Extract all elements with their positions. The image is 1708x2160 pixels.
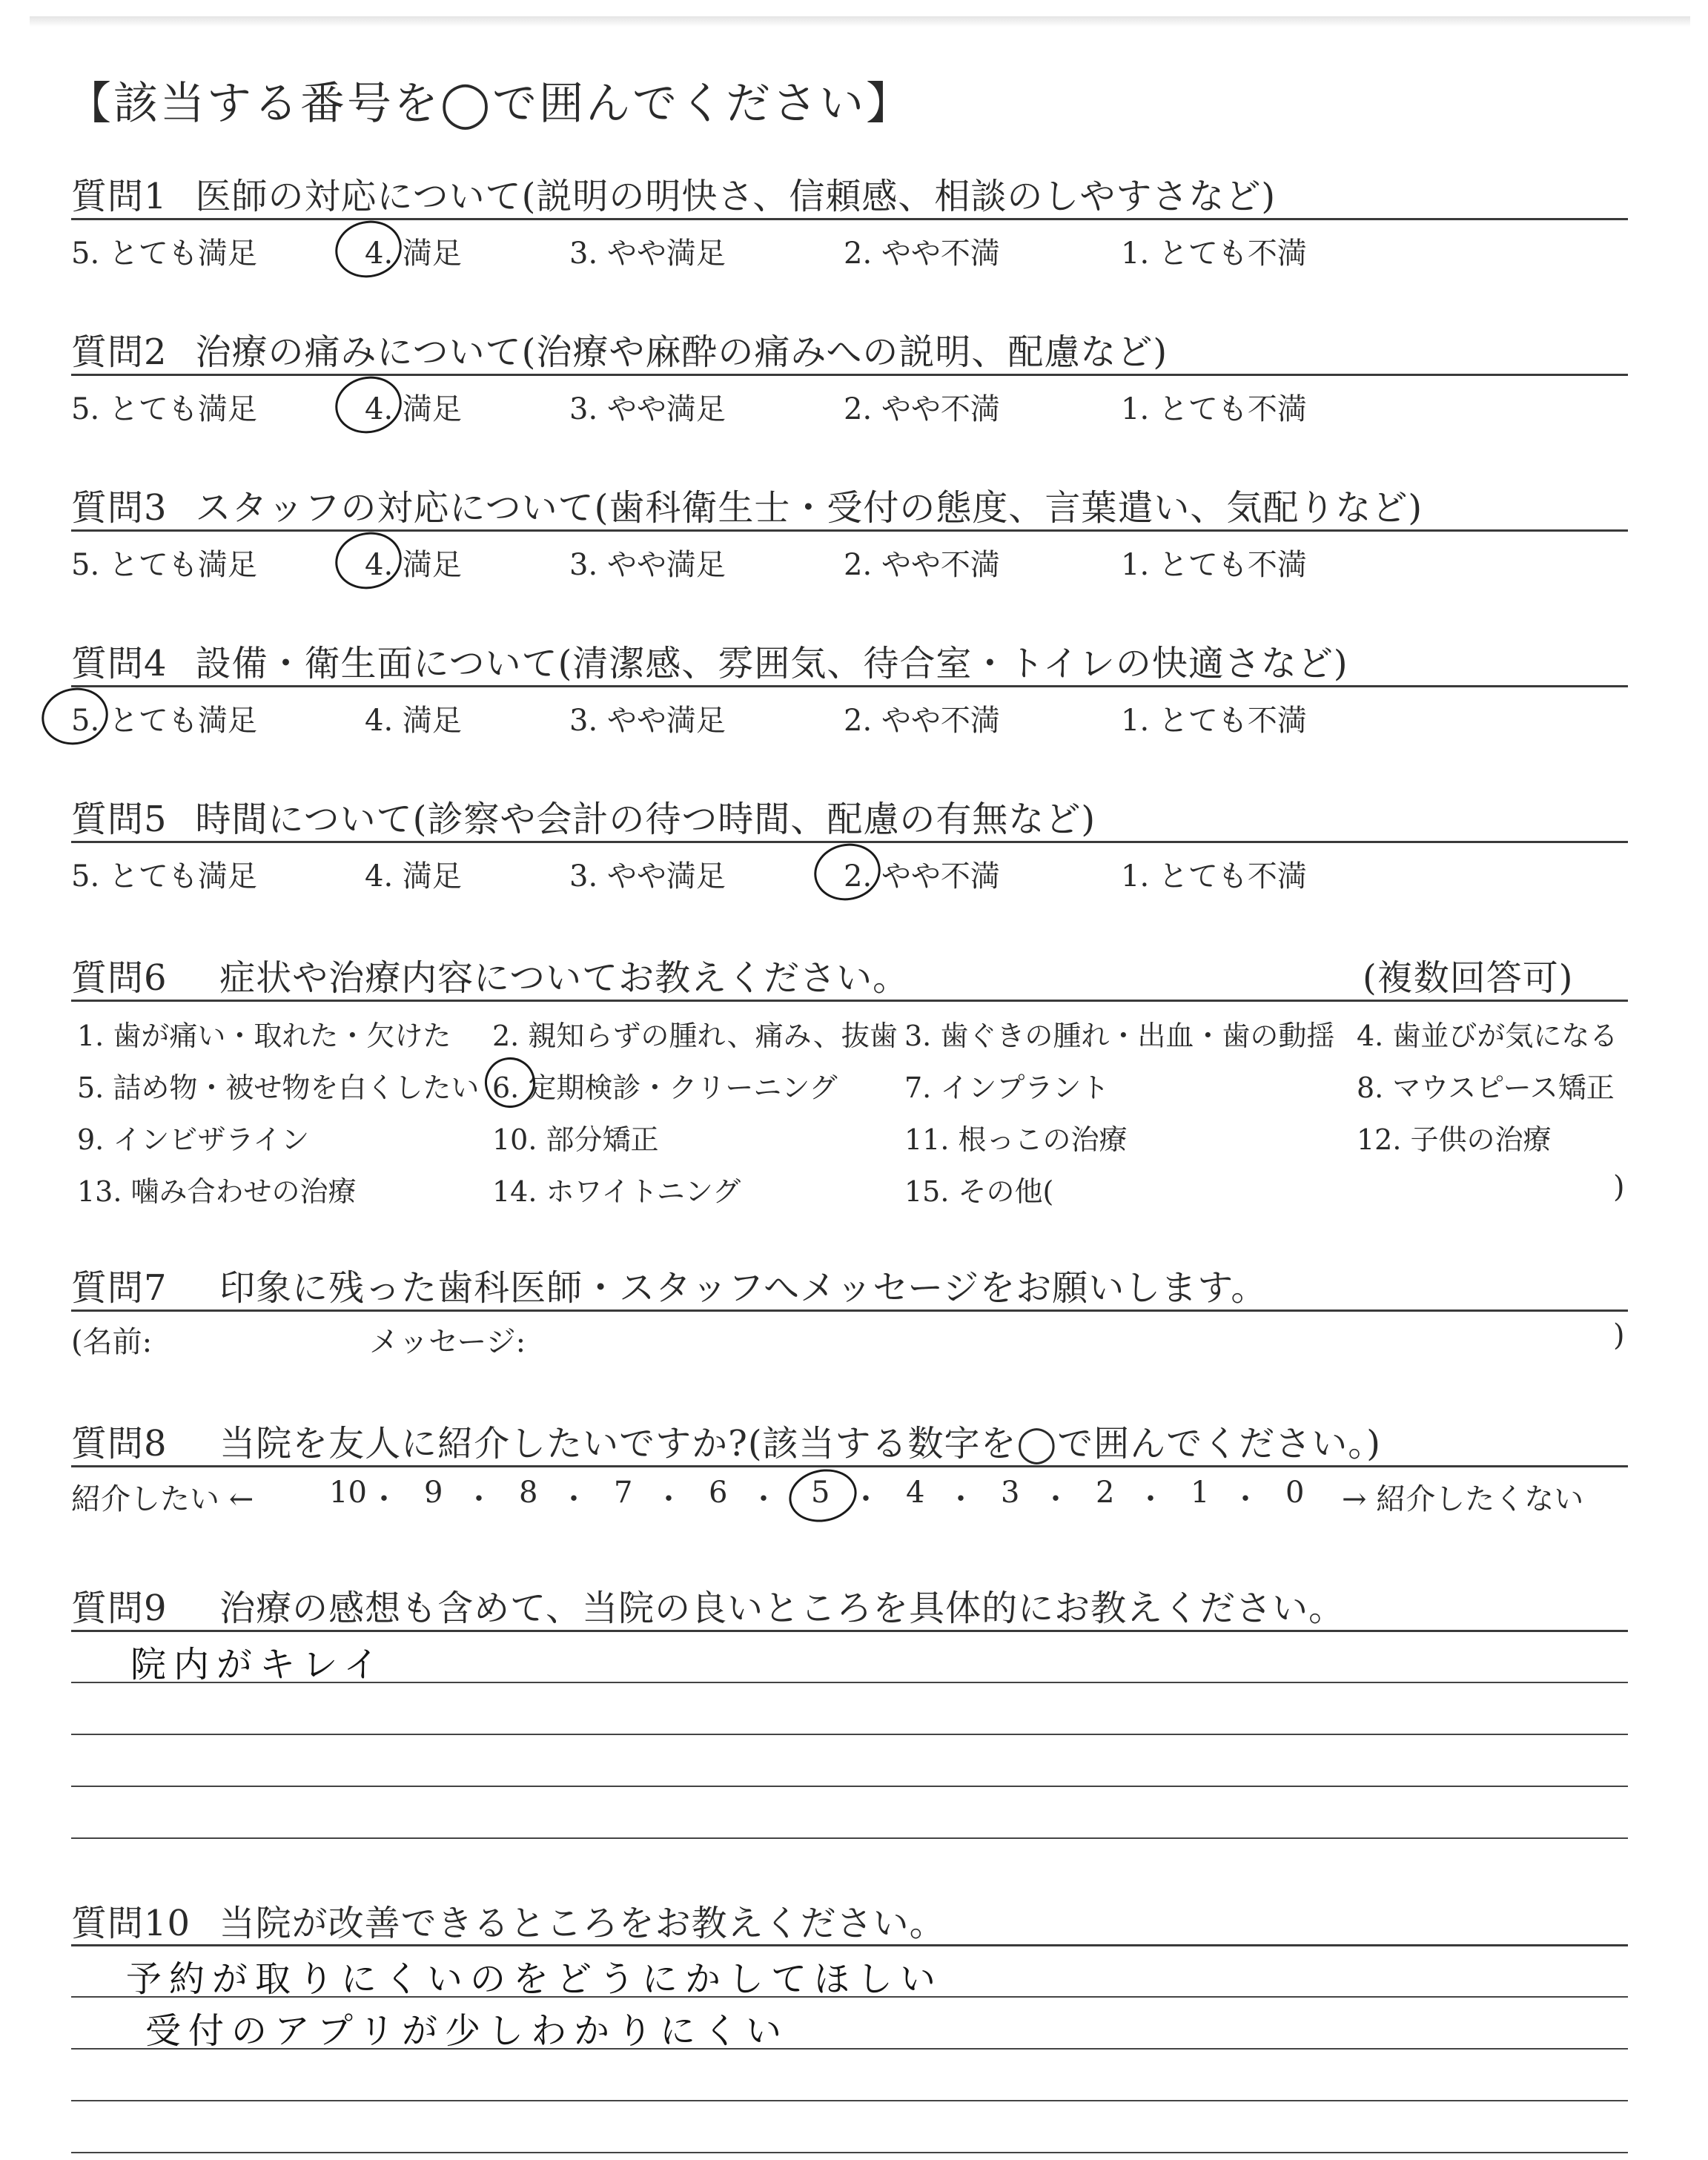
question-10-rule	[71, 1944, 1628, 1946]
rating-option-4: 4. 満足	[365, 237, 462, 271]
recommend-score-6: 6	[709, 1476, 728, 1510]
scale-separator: ・	[1136, 1482, 1165, 1516]
rating-option-3: 3. やや満足	[569, 548, 726, 582]
recommend-score-9: 9	[424, 1476, 443, 1510]
question-label: 質問8	[71, 1423, 168, 1464]
handwritten-answer-2: 受付のアプリが少しわかりにくい	[145, 2010, 790, 2052]
rating-option-2: 2. やや不満	[844, 704, 1000, 738]
rating-option-5: 5. とても満足	[71, 548, 257, 582]
page-top-edge	[30, 16, 1690, 27]
recommend-score-8: 8	[519, 1476, 538, 1510]
recommend-score-0: 0	[1285, 1476, 1305, 1510]
question-9-rule	[71, 1630, 1628, 1632]
rating-option-5: 5. とても満足	[71, 392, 257, 426]
rating-option-1: 1. とても不満	[1121, 392, 1307, 426]
recommend-score-5: 5	[811, 1476, 830, 1510]
answer-line	[71, 2152, 1628, 2153]
question-text: 医師の対応について(説明の明快さ、信頼感、相談のしやすさなど)	[195, 176, 1277, 217]
rating-option-2: 2. やや不満	[844, 548, 1000, 582]
rating-option-2: 2. やや不満	[844, 859, 1000, 894]
symptom-option-4: 4. 歯並びが気になる	[1357, 1020, 1618, 1052]
symptom-option-8: 8. マウスピース矯正	[1357, 1071, 1615, 1104]
scale-separator: ・	[654, 1482, 683, 1516]
scale-separator: ・	[946, 1482, 976, 1516]
question-text: 治療の感想も含めて、当院の良いところを具体的にお教えください。	[219, 1588, 1345, 1629]
scale-separator: ・	[559, 1482, 589, 1516]
rating-option-2: 2. やや不満	[844, 392, 1000, 426]
rating-option-1: 1. とても不満	[1121, 548, 1307, 582]
selection-circle	[809, 837, 886, 906]
recommend-score-4: 4	[906, 1476, 925, 1510]
rating-option-5: 5. とても満足	[71, 859, 257, 894]
recommend-score-2: 2	[1096, 1476, 1115, 1510]
selection-circle	[36, 681, 113, 750]
question-8-rule	[71, 1465, 1628, 1467]
other-closing-paren: )	[1613, 1170, 1625, 1204]
question-7-rule	[71, 1309, 1628, 1312]
question-text: 印象に残った歯科医師・スタッフへメッセージをお願いします。	[219, 1267, 1268, 1309]
question-label: 質問6	[71, 957, 168, 999]
question-label: 質問2	[71, 331, 168, 373]
symptom-option-5: 5. 詰め物・被せ物を白くしたい	[77, 1071, 480, 1104]
symptom-option-6: 6. 定期検診・クリーニング	[492, 1071, 838, 1104]
recommend-left-label: 紹介したい ←	[71, 1482, 254, 1516]
selection-circle	[330, 214, 407, 283]
recommend-score-7: 7	[614, 1476, 633, 1510]
rating-option-5: 5. とても満足	[71, 704, 257, 738]
rating-option-1: 1. とても不満	[1121, 704, 1307, 738]
scale-separator: ・	[369, 1482, 399, 1516]
question-5-heading	[71, 790, 1096, 842]
symptom-option-9: 9. インビザライン	[77, 1123, 310, 1156]
symptom-option-2: 2. 親知らずの腫れ、痛み、抜歯	[492, 1020, 898, 1052]
question-label: 質問9	[71, 1588, 168, 1629]
question-text: 設備・衛生面について(清潔感、雰囲気、待合室・トイレの快適さなど)	[195, 643, 1348, 684]
symptom-option-1: 1. 歯が痛い・取れた・欠けた	[77, 1020, 451, 1052]
question-1-rule	[71, 218, 1628, 220]
recommend-score-10: 10	[329, 1476, 367, 1510]
message-field-label: メッセージ:	[369, 1325, 526, 1359]
scale-separator: ・	[851, 1482, 881, 1516]
handwritten-answer-1: 院内がキレイ	[130, 1644, 387, 1685]
form-title: 【該当する番号を◯で囲んでください】	[67, 78, 913, 130]
question-text: 時間について(診察や会計の待つ時間、配慮の有無など)	[195, 799, 1096, 840]
question-1-heading	[71, 168, 1276, 219]
answer-line	[71, 2100, 1628, 2101]
recommend-right-label: → 紹介したくない	[1342, 1482, 1584, 1516]
question-6-rule	[71, 1000, 1628, 1002]
question-3-heading	[71, 479, 1423, 530]
question-2-rule	[71, 374, 1628, 376]
rating-option-5: 5. とても満足	[71, 237, 257, 271]
question-text: スタッフの対応について(歯科衛生士・受付の態度、言葉遣い、気配りなど)	[195, 487, 1423, 529]
scale-separator: ・	[1041, 1482, 1070, 1516]
symptom-option-12: 12. 子供の治療	[1357, 1123, 1552, 1156]
rating-option-1: 1. とても不満	[1121, 859, 1307, 894]
question-8-heading	[71, 1415, 1381, 1466]
question-4-heading	[71, 635, 1348, 686]
question-2-heading	[71, 323, 1168, 374]
selection-circle	[330, 526, 407, 595]
symptom-option-14: 14. ホワイトニング	[492, 1175, 741, 1208]
handwritten-answer-1: 予約が取りにくいのをどうにかしてほしい	[126, 1958, 944, 2000]
question-text: 症状や治療内容についてお教えください。	[219, 957, 910, 999]
question-4-rule	[71, 685, 1628, 687]
rating-option-4: 4. 満足	[365, 392, 462, 426]
question-label: 質問3	[71, 487, 168, 529]
symptom-option-10: 10. 部分矯正	[492, 1123, 659, 1156]
rating-option-4: 4. 満足	[365, 704, 462, 738]
rating-option-2: 2. やや不満	[844, 237, 1000, 271]
message-closing-paren: )	[1613, 1318, 1625, 1353]
recommend-score-3: 3	[1001, 1476, 1020, 1510]
rating-option-3: 3. やや満足	[569, 859, 726, 894]
question-text: 治療の痛みについて(治療や麻酔の痛みへの説明、配慮など)	[195, 331, 1168, 373]
question-label: 質問10	[71, 1903, 191, 1944]
name-field-label: (名前:	[71, 1325, 153, 1359]
symptom-option-3: 3. 歯ぐきの腫れ・出血・歯の動揺	[904, 1020, 1335, 1052]
question-10-heading	[71, 1895, 946, 1946]
selection-circle	[784, 1463, 862, 1528]
answer-line	[71, 1734, 1628, 1735]
symptom-option-7: 7. インプラント	[904, 1071, 1110, 1104]
selection-circle	[330, 370, 407, 439]
rating-option-3: 3. やや満足	[569, 237, 726, 271]
answer-line	[71, 1837, 1628, 1839]
question-6-heading	[71, 949, 909, 1000]
symptom-option-11: 11. 根っこの治療	[904, 1123, 1128, 1156]
question-label: 質問7	[71, 1267, 168, 1309]
question-9-heading	[71, 1579, 1345, 1631]
question-text: 当院を友人に紹介したいですか?(該当する数字を◯で囲んでください。)	[219, 1423, 1381, 1464]
question-text: 当院が改善できるところをお教えください。	[219, 1903, 946, 1944]
rating-option-3: 3. やや満足	[569, 704, 726, 738]
scale-separator: ・	[749, 1482, 778, 1516]
question-3-rule	[71, 529, 1628, 532]
scale-separator: ・	[464, 1482, 494, 1516]
rating-option-4: 4. 満足	[365, 548, 462, 582]
multiple-answer-note: (複数回答可)	[1363, 957, 1574, 999]
question-label: 質問5	[71, 799, 168, 840]
recommend-score-1: 1	[1191, 1476, 1210, 1510]
scale-separator: ・	[1231, 1482, 1260, 1516]
symptom-option-15: 15. その他(	[904, 1175, 1054, 1208]
symptom-option-13: 13. 噛み合わせの治療	[77, 1175, 357, 1208]
rating-option-3: 3. やや満足	[569, 392, 726, 426]
question-label: 質問4	[71, 643, 168, 684]
answer-line	[71, 1786, 1628, 1787]
question-label: 質問1	[71, 176, 168, 217]
rating-option-4: 4. 満足	[365, 859, 462, 894]
question-7-heading	[71, 1259, 1267, 1310]
rating-option-1: 1. とても不満	[1121, 237, 1307, 271]
